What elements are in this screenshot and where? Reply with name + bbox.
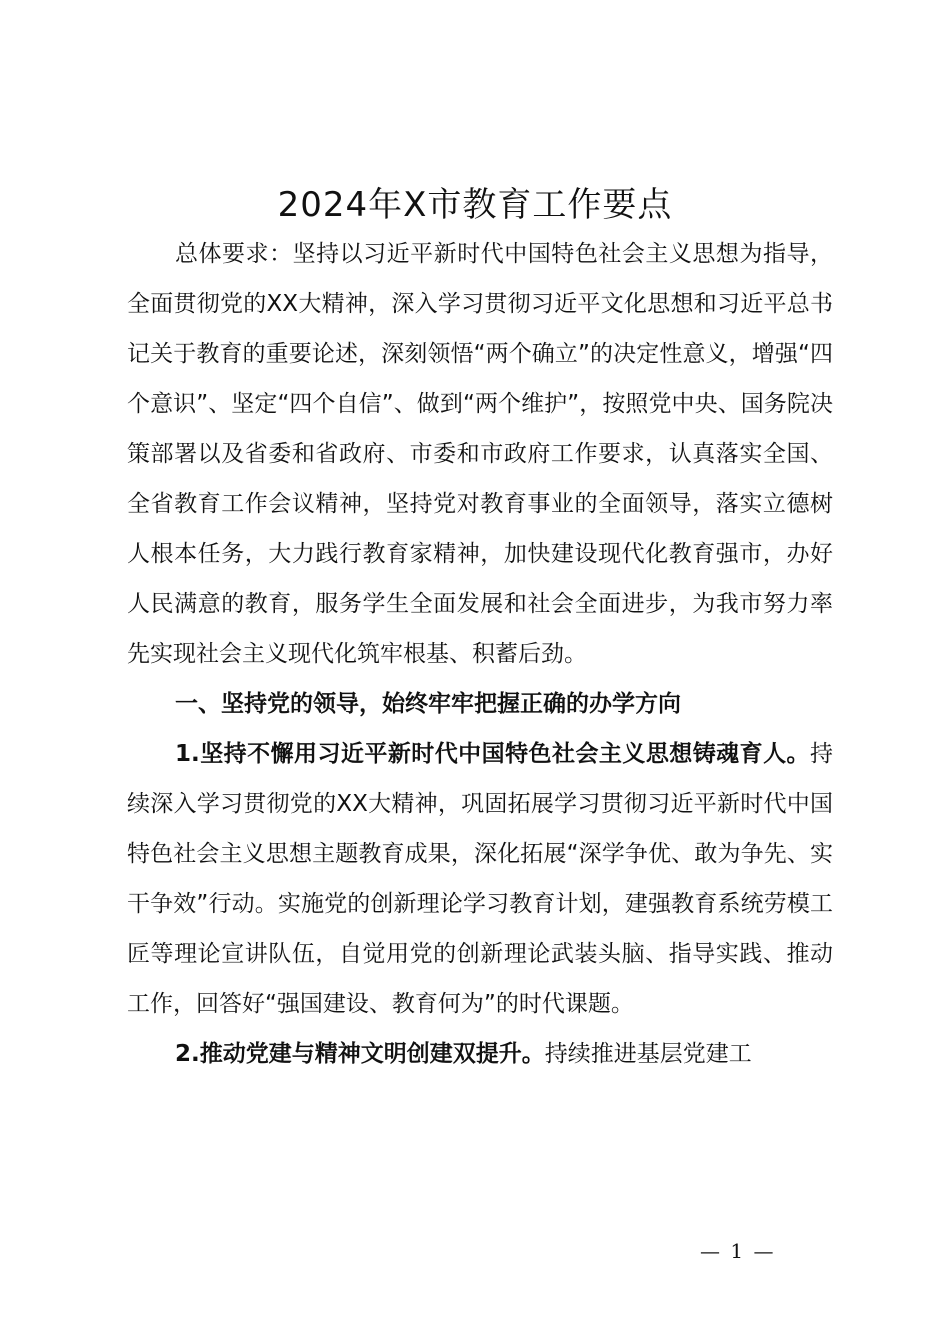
item-1-text: 持续深入学习贯彻党的XX大精神，巩固拓展学习贯彻习近平新时代中国特色社会主义思想主题教育成果，深化拓展“深学争优、敢为争先、实干争效”行动。实施党的创新理论学习教育计划，建强教育系统劳模工匠等理论宣讲队伍，自觉用党的创新理论武装头脑、指导实践、推动工作，回答好“强国建设、教育何为”的时代课题。 (127, 741, 833, 1017)
document-body (127, 229, 833, 1079)
item-paragraph-2 (127, 1029, 833, 1079)
item-2-lead: 2.推动党建与精神文明创建双提升。 (175, 1041, 545, 1067)
page-number: — 1 — (700, 1239, 776, 1263)
item-2-text: 持续推进基层党建工 (544, 1041, 752, 1067)
section-heading-1: 一、坚持党的领导，始终牢牢把握正确的办学方向 (175, 691, 681, 717)
item-1-lead: 1.坚持不懈用习近平新时代中国特色社会主义思想铸魂育人。 (175, 741, 810, 767)
item-paragraph-1 (127, 729, 833, 1029)
intro-paragraph: 总体要求：坚持以习近平新时代中国特色社会主义思想为指导，全面贯彻党的XX大精神，深入学习贯彻习近平文化思想和习近平总书记关于教育的重要论述，深刻领悟“两个确立”的决定性意义，增强“四个意识”、坚定“四个自信”、做到“两个维护”，按照党中央、国务院决策部署以及省委和省政府、市委和市政府工作要求，认真落实全国、全省教育工作会议精神，坚持党对教育事业的全面领导，落实立德树人根本任务，大力践行教育家精神，加快建设现代化教育强市，办好人民满意的教育，服务学生全面发展和社会全面进步，为我市努力率先实现社会主义现代化筑牢根基、积蓄后劲。 (127, 241, 833, 667)
document-title: 2024年X市教育工作要点 (277, 185, 673, 225)
